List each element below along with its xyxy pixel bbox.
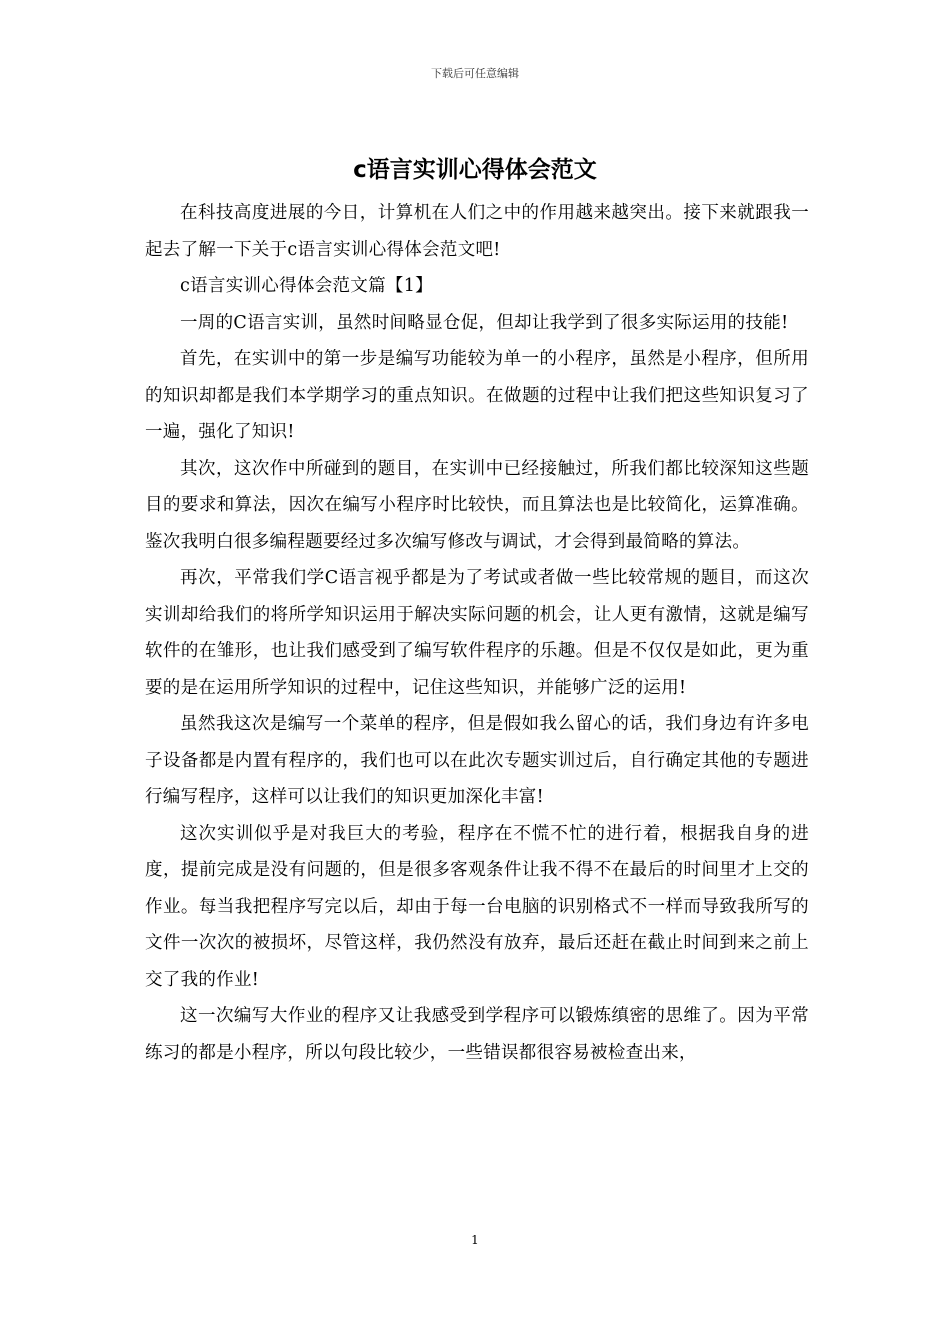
paragraph-intro: 在科技高度进展的今日，计算机在人们之中的作用越来越突出。接下来就跟我一起去了解一下关于c语言实训心得体会范文吧! <box>145 203 809 260</box>
paragraph: 其次，这次作中所碰到的题目，在实训中已经接触过，所我们都比较深知这些题目的要求和算法，因次在编写小程序时比较快，而且算法也是比较简化，运算准确。鉴次我明白很多编程题要经过多次编写修改与调试，才会得到最简略的算法。 <box>145 458 809 552</box>
paragraph: 这次实训似乎是对我巨大的考验，程序在不慌不忙的进行着，根据我自身的进度，提前完成是没有问题的，但是很多客观条件让我不得不在最后的时间里才上交的作业。每当我把程序写完以后，却由于每一台电脑的识别格式不一样而导致我所写的文件一次次的被损坏，尽管这样，我仍然没有放弃，最后还赶在截止时间到来之前上交了我的作业! <box>145 823 809 990</box>
document-title: c语言实训心得体会范文 <box>353 157 597 183</box>
document-body <box>145 195 809 1071</box>
paragraph: 首先，在实训中的第一步是编写功能较为单一的小程序，虽然是小程序，但所用的知识却都是我们本学期学习的重点知识。在做题的过程中让我们把这些知识复习了一遍，强化了知识! <box>145 349 809 442</box>
section-heading: c语言实训心得体会范文篇【1】 <box>180 276 433 296</box>
paragraph: 一周的C语言实训，虽然时间略显仓促，但却让我学到了很多实际运用的技能! <box>180 312 789 333</box>
paragraph: 再次，平常我们学C语言视乎都是为了考试或者做一些比较常规的题目，而这次实训却给我们的将所学知识运用于解决实际问题的机会，让人更有激情，这就是编写软件的在雏形，也让我们感受到了编写软件程序的乐趣。但是不仅仅是如此，更为重要的是在运用所学知识的过程中，记住这些知识，并能够广泛的运用! <box>145 568 809 698</box>
page-number: 1 <box>471 1233 479 1247</box>
paragraph: 这一次编写大作业的程序又让我感受到学程序可以锻炼缜密的思维了。因为平常练习的都是小程序，所以句段比较少，一些错误都很容易被检查出来， <box>145 1006 809 1063</box>
download-note: 下载后可任意编辑 <box>431 67 519 80</box>
paragraph: 虽然我这次是编写一个菜单的程序，但是假如我么留心的话，我们身边有许多电子设备都是内置有程序的，我们也可以在此次专题实训过后，自行确定其他的专题进行编写程序，这样可以让我们的知识更加深化丰富! <box>145 714 809 807</box>
